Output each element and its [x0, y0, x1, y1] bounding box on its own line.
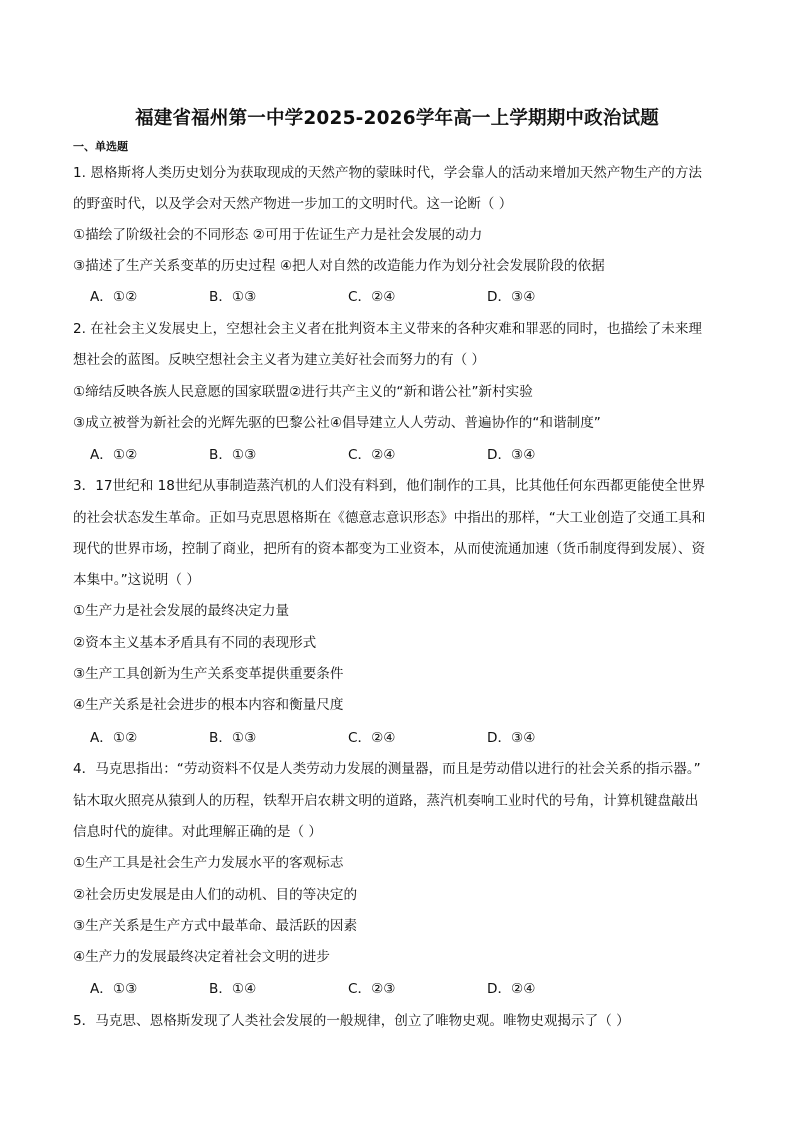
q2-statements-1: ①缔结反映各族人民意愿的国家联盟②进行共产主义的“新和谐公社”新村实验 — [73, 384, 533, 400]
q4-statement-2: ②社会历史发展是由人们的动机、目的等决定的 — [73, 887, 358, 903]
q3-statement-4: ④生产关系是社会进步的根本内容和衡量尺度 — [73, 697, 344, 713]
page-title: 福建省福州第一中学2025-2026学年高一上学期期中政治试题 — [135, 108, 659, 129]
q4-option-a: A．①③ — [90, 981, 138, 997]
q3-stem-line-1: 3．17世纪和 18世纪从事制造蒸汽机的人们没有料到，他们制作的工具，比其他任何东西都更能使全世界 — [73, 478, 706, 494]
q4-stem-line-2: 钻木取火照亮从猿到人的历程，铁犁开启农耕文明的道路，蒸汽机奏响工业时代的号角，计算机键盘敲出 — [73, 793, 699, 809]
q3-option-d: D．③④ — [487, 730, 536, 746]
q2-option-b: B．①③ — [209, 447, 257, 463]
q3-stem-line-4: 本集中。”这说明（ ） — [73, 572, 200, 588]
q3-option-c: C．②④ — [348, 730, 396, 746]
q1-stem-line-1: 1. 恩格斯将人类历史划分为获取现成的天然产物的蒙昧时代，学会靠人的活动来增加天然产物生产的方法 — [73, 165, 703, 181]
q4-option-c: C．②③ — [348, 981, 396, 997]
q3-stem-line-2: 的社会状态发生革命。正如马克思恩格斯在《德意志意识形态》中指出的那样，“大工业创造了交通工具和 — [73, 510, 706, 526]
q4-option-d: D．②④ — [487, 981, 536, 997]
q1-option-a: A．①② — [90, 289, 138, 305]
q3-stem-line-3: 现代的世界市场，控制了商业，把所有的资本都变为工业资本，从而使流通加速（货币制度得到发展）、资 — [73, 541, 706, 557]
q4-statement-1: ①生产工具是社会生产力发展水平的客观标志 — [73, 855, 344, 871]
q2-stem-line-1: 2. 在社会主义发展史上，空想社会主义者在批判资本主义带来的各种灾难和罪恶的同时，也描绘了未来理 — [73, 321, 703, 337]
q1-statements-2: ③描述了生产关系变革的历史过程 ④把人对自然的改造能力作为划分社会发展阶段的依据 — [73, 258, 605, 274]
q4-statement-3: ③生产关系是生产方式中最革命、最活跃的因素 — [73, 918, 358, 934]
q3-statement-3: ③生产工具创新为生产关系变革提供重要条件 — [73, 666, 344, 682]
q1-option-d: D．③④ — [487, 289, 536, 305]
q1-option-c: C．②④ — [348, 289, 396, 305]
q4-statement-4: ④生产力的发展最终决定着社会文明的进步 — [73, 949, 330, 965]
q2-option-a: A．①② — [90, 447, 138, 463]
q1-stem-line-2: 的野蛮时代，以及学会对天然产物进一步加工的文明时代。这一论断（ ） — [73, 196, 513, 212]
q3-option-b: B．①③ — [209, 730, 257, 746]
q5-stem-line-1: 5．马克思、恩格斯发现了人类社会发展的一般规律，创立了唯物史观。唯物史观揭示了（ ） — [73, 1013, 630, 1029]
q3-statement-1: ①生产力是社会发展的最终决定力量 — [73, 603, 290, 619]
section-heading: 一、单选题 — [73, 140, 128, 153]
q2-option-d: D．③④ — [487, 447, 536, 463]
q2-option-c: C．②④ — [348, 447, 396, 463]
q4-stem-line-3: 信息时代的旋律。对此理解正确的是（ ） — [73, 824, 323, 840]
q1-option-b: B．①③ — [209, 289, 257, 305]
q4-option-b: B．①④ — [209, 981, 257, 997]
q2-stem-line-2: 想社会的蓝图。反映空想社会主义者为建立美好社会而努力的有（ ） — [73, 352, 486, 368]
q4-stem-line-1: 4．马克思指出：“劳动资料不仅是人类劳动力发展的测量器，而且是劳动借以进行的社会关系的指示器。” — [73, 761, 701, 777]
q3-option-a: A．①② — [90, 730, 138, 746]
q2-statements-2: ③成立被誉为新社会的光辉先驱的巴黎公社④倡导建立人人劳动、普遍协作的“和谐制度” — [73, 415, 601, 431]
q1-statements-1: ①描绘了阶级社会的不同形态 ②可用于佐证生产力是社会发展的动力 — [73, 227, 483, 243]
q3-statement-2: ②资本主义基本矛盾具有不同的表现形式 — [73, 635, 317, 651]
